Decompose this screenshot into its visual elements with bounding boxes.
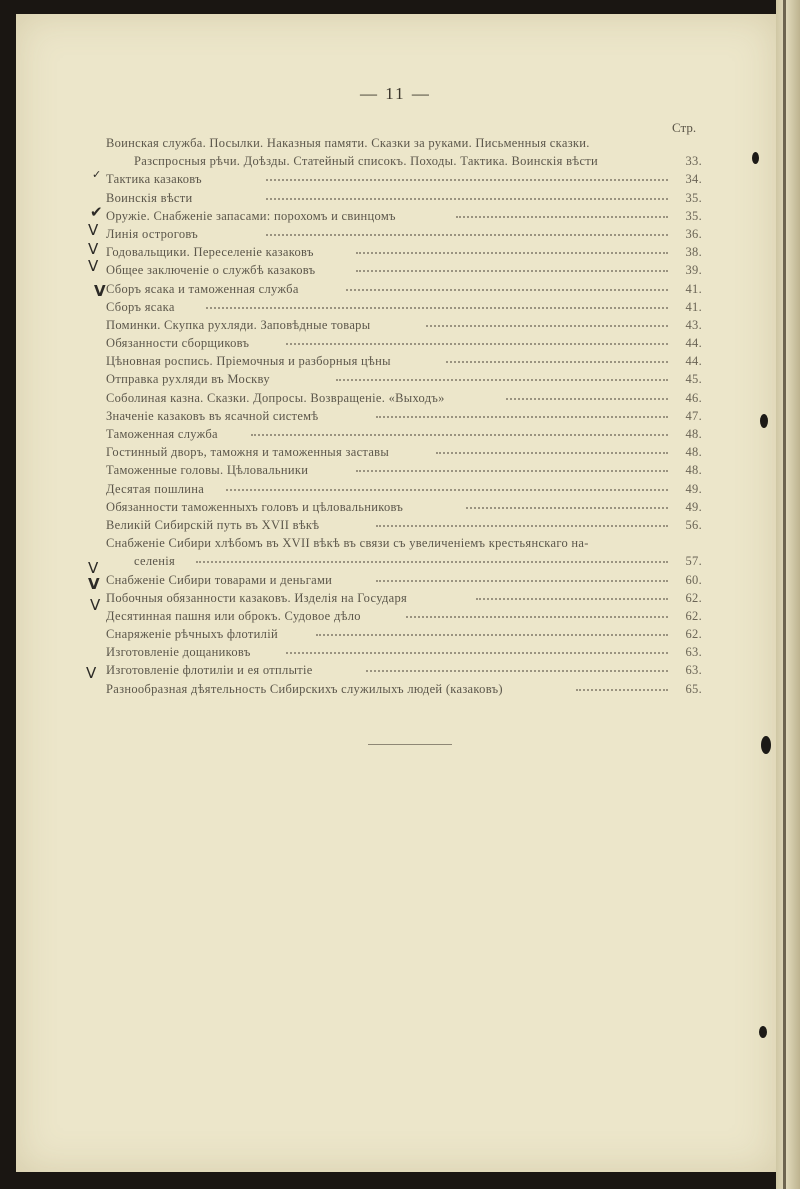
- ink-smudge: [759, 1026, 767, 1038]
- check-mark-icon: V: [88, 257, 99, 275]
- dot-leader: [346, 289, 668, 291]
- page-number: — 11 —: [360, 84, 431, 103]
- toc-entry: [106, 680, 702, 698]
- toc-entry-page: 39.: [685, 263, 702, 278]
- toc-entry-title: Обязанности таможенныхъ головъ и цѣловальниковъ: [106, 499, 404, 514]
- toc-entry-title: Разнообразная дѣятельность Сибирскихъ служилыхъ людей (казаковъ): [106, 681, 503, 696]
- dot-leader: [456, 216, 668, 218]
- toc-entry: [106, 407, 702, 425]
- toc-entry-page: 62.: [685, 627, 702, 642]
- toc-entry: [106, 207, 702, 225]
- toc-entry: [106, 589, 702, 607]
- dot-leader: [206, 307, 668, 309]
- toc-entry-title: Отправка рухляди въ Москву: [106, 372, 270, 387]
- dot-leader: [286, 343, 668, 345]
- table-of-contents: [106, 134, 702, 698]
- toc-entry-title: Снаряженіе рѣчныхъ флотилій: [106, 627, 278, 642]
- dot-leader: [266, 198, 668, 200]
- toc-entry: [106, 225, 702, 243]
- dot-leader: [466, 507, 668, 509]
- toc-entry-title: Побочныя обязанности казаковъ. Изделія на Государя: [106, 590, 408, 605]
- check-mark-icon: ✔: [90, 203, 103, 221]
- dot-leader: [506, 398, 668, 400]
- ink-smudge: [752, 152, 759, 164]
- toc-entry-page: 60.: [685, 572, 702, 587]
- dot-leader: [426, 325, 668, 327]
- toc-entry: [106, 261, 702, 279]
- toc-entry-page: 62.: [685, 608, 702, 623]
- toc-entry-title: Изготовленіе дощаниковъ: [106, 645, 251, 660]
- dot-leader: [476, 598, 668, 600]
- toc-entry-page: 48.: [685, 445, 702, 460]
- check-mark-icon: V: [88, 559, 99, 577]
- toc-entry-page: 36.: [685, 226, 702, 241]
- toc-entry-page: 35.: [685, 208, 702, 223]
- toc-entry-page: 57.: [685, 554, 702, 569]
- ink-smudge: [761, 736, 771, 754]
- dot-leader: [376, 580, 668, 582]
- dot-leader: [251, 434, 668, 436]
- toc-entry-title: селенія: [134, 554, 176, 569]
- check-mark-icon: V: [88, 240, 99, 258]
- toc-entry: [106, 425, 702, 443]
- toc-entry-page: 65.: [685, 681, 702, 696]
- toc-entry-page: 48.: [685, 427, 702, 441]
- ink-smudge: [760, 414, 768, 428]
- dot-leader: [356, 270, 668, 272]
- toc-entry-title: Десятинная пашня или оброкъ. Судовое дѣло: [106, 608, 361, 623]
- toc-entry-page: 63.: [685, 645, 702, 660]
- toc-entry-title: Воинскія вѣсти: [106, 190, 193, 205]
- toc-entry: [106, 370, 702, 388]
- toc-entry-title: Изготовленіе флотиліи и ея отплытіе: [106, 663, 313, 678]
- toc-entry: [106, 661, 702, 679]
- toc-entry-page: 47.: [685, 408, 702, 423]
- toc-entry-title: Снабженіе Сибири товарами и деньгами: [106, 572, 333, 587]
- toc-entry: [106, 607, 702, 625]
- toc-entry-page: 56.: [685, 517, 702, 532]
- toc-entry-title: Тактика казаковъ: [106, 172, 202, 187]
- toc-entry-page: 41.: [685, 299, 702, 314]
- toc-entry: [106, 352, 702, 370]
- toc-entry-page: 43.: [685, 317, 702, 332]
- toc-entry-title: Великій Сибирскій путь въ XVII вѣкѣ: [106, 517, 320, 532]
- toc-entry: [106, 280, 702, 298]
- toc-entry-page: 33.: [685, 154, 702, 169]
- toc-entry-title: Сборъ ясака: [106, 299, 175, 314]
- toc-entry: [106, 389, 702, 407]
- toc-entry-title: Цѣновная роспись. Пріемочныя и разборныя цѣны: [106, 354, 391, 369]
- dot-leader: [356, 470, 668, 472]
- toc-entry: [106, 243, 702, 261]
- toc-entry-page: 48.: [685, 463, 702, 478]
- dot-leader: [316, 634, 668, 636]
- toc-entry-page: 38.: [685, 245, 702, 260]
- toc-entry-title: Общее заключеніе о службѣ казаковъ: [106, 263, 316, 278]
- dot-leader: [356, 252, 668, 254]
- toc-entry-title: Десятая пошлина: [106, 481, 205, 496]
- dot-leader: [336, 379, 668, 381]
- dot-leader: [226, 489, 668, 491]
- toc-entry: [106, 189, 702, 207]
- toc-entry-title: Значеніе казаковъ въ ясачной системѣ: [106, 408, 319, 423]
- toc-entry-page: 44.: [685, 354, 702, 369]
- spine-edge: [783, 0, 786, 1189]
- toc-entry-title: Сборъ ясака и таможенная служба: [106, 281, 299, 296]
- check-mark-icon: V: [88, 575, 100, 593]
- toc-entry-title: Гостинный дворъ, таможня и таможенныя заставы: [106, 445, 390, 460]
- section-divider: [368, 744, 452, 745]
- toc-entry-page: 46.: [685, 390, 702, 405]
- toc-entry-page: 49.: [685, 499, 702, 514]
- toc-entry: [106, 480, 702, 498]
- toc-entry: [106, 498, 702, 516]
- dot-leader: [436, 452, 668, 454]
- toc-entry-title: Таможенная служба: [106, 427, 218, 441]
- dot-leader: [446, 361, 668, 363]
- toc-entry-title: Воинская служба. Посылки. Наказныя памяти. Сказки за руками. Письменныя сказки.: [106, 136, 590, 150]
- toc-entry: [106, 516, 702, 534]
- dot-leader: [376, 416, 668, 418]
- book-spine: [776, 0, 800, 1189]
- check-mark-icon: ✓: [92, 168, 102, 181]
- page-column-header: Стр.: [672, 120, 697, 135]
- dot-leader: [406, 616, 668, 618]
- toc-entry: [106, 334, 702, 352]
- toc-entry-page: 63.: [685, 663, 702, 678]
- dot-leader: [196, 561, 668, 563]
- toc-entry-page: 41.: [685, 281, 702, 296]
- toc-entry: [106, 461, 702, 479]
- dot-leader: [366, 670, 668, 672]
- toc-entry-page: 49.: [685, 481, 702, 496]
- toc-entry: [106, 625, 702, 643]
- check-mark-icon: V: [94, 282, 106, 300]
- toc-entry-title: Разспросныя рѣчи. Доѣзды. Статейный списокъ. Походы. Тактика. Воинскія вѣсти: [134, 154, 599, 169]
- toc-entry-title: Соболиная казна. Сказки. Допросы. Возвращеніе. «Выходъ»: [106, 390, 445, 405]
- dot-leader: [376, 525, 668, 527]
- toc-entry-page: 45.: [685, 372, 702, 387]
- toc-entry: [106, 170, 702, 188]
- toc-entry: [106, 643, 702, 661]
- toc-entry: [106, 316, 702, 334]
- toc-entry-title: Линія остроговъ: [106, 226, 199, 241]
- toc-entry-page: 34.: [685, 172, 702, 187]
- toc-entry-title: Таможенные головы. Цѣловальники: [106, 463, 309, 478]
- check-mark-icon: V: [90, 596, 101, 614]
- dot-leader: [266, 179, 668, 181]
- toc-entry-title: Оружіе. Снабженіе запасами: порохомъ и свинцомъ: [106, 208, 396, 223]
- check-mark-icon: V: [88, 221, 99, 239]
- dot-leader: [576, 689, 668, 691]
- toc-entry: [106, 152, 702, 170]
- toc-entry-page: 44.: [685, 336, 702, 351]
- toc-entry-title: Снабженіе Сибири хлѣбомъ въ XVII вѣкѣ въ связи съ увеличеніемъ крестьянскаго на-: [106, 536, 589, 551]
- toc-entry: [106, 298, 702, 316]
- toc-entry-page: 62.: [685, 590, 702, 605]
- toc-entry: [106, 443, 702, 461]
- toc-entry: [106, 134, 702, 152]
- toc-entry-title: Поминки. Скупка рухляди. Заповѣдные товары: [106, 317, 371, 332]
- check-mark-icon: V: [86, 664, 97, 682]
- toc-entry-page: 35.: [685, 190, 702, 205]
- toc-entry-title: Годовальщики. Переселеніе казаковъ: [106, 245, 314, 260]
- toc-entry: [106, 552, 702, 570]
- toc-entry: [106, 571, 702, 589]
- toc-entry: [106, 534, 702, 552]
- dot-leader: [266, 234, 668, 236]
- toc-entry-title: Обязанности сборщиковъ: [106, 336, 250, 351]
- dot-leader: [286, 652, 668, 654]
